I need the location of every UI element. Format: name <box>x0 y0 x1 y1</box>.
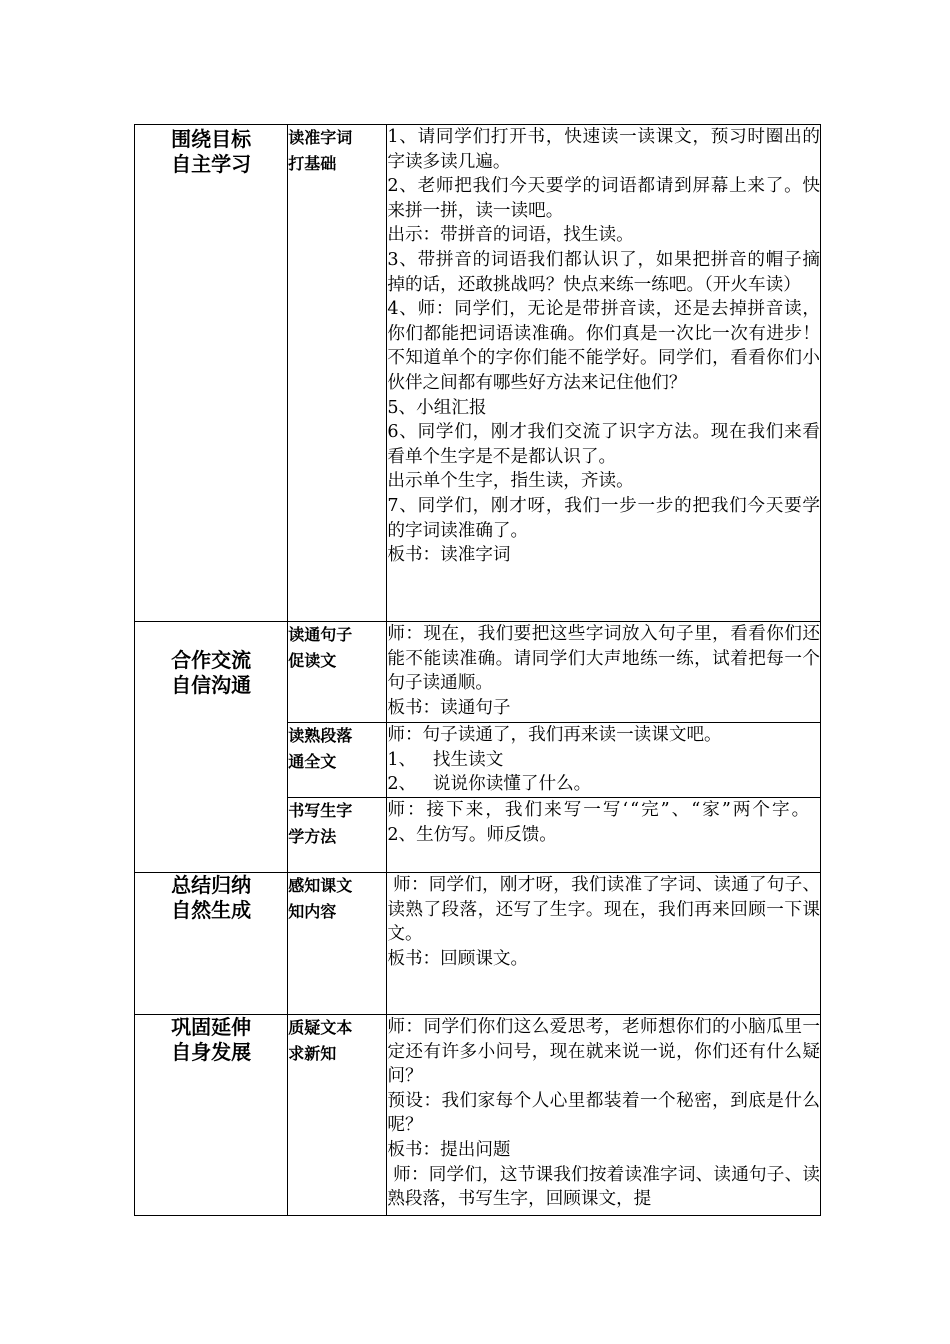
content-paragraph: 5、小组汇报 <box>387 397 487 418</box>
content-paragraph: 3、带拼音的词语我们都认识了，如果把拼音的帽子摘掉的话，还敢挑战吗？快点来练一练吧。（开火车读） <box>387 249 820 295</box>
content-cell <box>387 723 821 798</box>
content-paragraph: 板书：读准字词 <box>387 545 511 566</box>
step-cell <box>288 873 387 1015</box>
table-row <box>135 1015 821 1216</box>
step-cell <box>288 723 387 798</box>
content-paragraph: 预设：我们家每个人心里都装着一个秘密，到底是什么呢？ <box>387 1090 820 1136</box>
step-title-line: 质疑文本 <box>288 1018 353 1037</box>
phase-title-line: 自身发展 <box>171 1040 252 1064</box>
step-title-line: 读熟段落 <box>288 726 353 745</box>
phase-cell <box>135 622 288 873</box>
content-paragraph: 出示：带拼音的词语，找生读。 <box>387 225 634 246</box>
phase-title-line: 自然生成 <box>171 898 252 922</box>
phase-cell <box>135 125 288 622</box>
step-title-line: 求新知 <box>288 1044 337 1063</box>
content-paragraph: 师：现在，我们要把这些字词放入句子里，看看你们还能不能读准确。请同学们大声地练一练，试着把每一个句子读通顺。 <box>387 624 820 694</box>
content-cell <box>387 798 821 873</box>
content-paragraph: 师：同学们，刚才呀，我们读准了字词、读通了句子、读熟了段落，还写了生字。现在，我们再来回顾一下课文。 <box>387 875 820 945</box>
step-title-line: 通全文 <box>288 752 337 771</box>
content-paragraph: 师：接下来，我们来写一写‘“完”、“家”两个字。 <box>387 800 812 820</box>
step-cell <box>288 1015 387 1216</box>
phase-cell <box>135 1015 288 1216</box>
phase-title-line: 合作交流 <box>171 648 252 672</box>
step-title-line: 促读文 <box>288 651 337 670</box>
content-paragraph: 4、师：同学们，无论是带拼音读，还是去掉拼音读，你们都能把词语读准确。你们真是一次比一次有进步！不知道单个的字你们能不能学好。同学们，看看你们小伙伴之间都有哪些好方法来记住他们？ <box>387 299 820 393</box>
step-title-line: 读通句子 <box>288 625 353 644</box>
content-paragraph: 师：同学们，这节课我们按着读准字词、读通句子、读熟段落，书写生字，回顾课文，提 <box>387 1164 820 1210</box>
content-paragraph: 板书：读通句子 <box>387 697 511 718</box>
phase-title-line: 围绕目标 <box>171 127 252 151</box>
table-row <box>135 873 821 1015</box>
phase-title-line: 自信沟通 <box>171 673 252 697</box>
content-cell <box>387 125 821 622</box>
step-title-line: 打基础 <box>288 154 337 173</box>
phase-title-line: 自主学习 <box>171 152 252 176</box>
content-paragraph: 2、 说说你读懂了什么。 <box>387 774 592 795</box>
content-paragraph: 1、请同学们打开书，快速读一读课文，预习时圈出的字读多读几遍。 <box>387 127 820 172</box>
phase-title-line: 总结归纳 <box>171 873 252 897</box>
table-row <box>135 622 821 723</box>
step-title-line: 知内容 <box>288 902 337 921</box>
step-title-line: 书写生字 <box>288 801 353 820</box>
content-paragraph: 板书：回顾课文。 <box>387 948 529 969</box>
content-paragraph: 6、同学们，刚才我们交流了识字方法。现在我们来看看单个生字是不是都认识了。 <box>387 422 820 467</box>
content-paragraph: 师：句子读通了，我们再来读一读课文吧。 <box>387 725 722 745</box>
phase-title-line: 巩固延伸 <box>171 1015 252 1039</box>
step-cell <box>288 798 387 873</box>
content-paragraph: 板书：提出问题 <box>387 1139 511 1160</box>
step-cell <box>288 622 387 723</box>
content-cell <box>387 873 821 1015</box>
content-paragraph: 7、同学们，刚才呀，我们一步一步的把我们今天要学的字词读准确了。 <box>387 495 820 541</box>
content-paragraph: 1、 找生读文 <box>387 749 504 770</box>
content-paragraph: 师：同学们你们这么爱思考，老师想你们的小脑瓜里一定还有许多小问号，现在就来说一说，你们还有什么疑问？ <box>387 1017 820 1087</box>
step-title-line: 读准字词 <box>288 128 353 147</box>
content-cell <box>387 1015 821 1216</box>
lesson-plan-table <box>134 124 821 1216</box>
phase-cell <box>135 873 288 1015</box>
step-cell <box>288 125 387 622</box>
content-paragraph: 2、生仿写。师反馈。 <box>387 824 557 845</box>
step-title-line: 感知课文 <box>288 876 353 895</box>
content-cell <box>387 622 821 723</box>
content-paragraph: 出示单个生字，指生读，齐读。 <box>387 471 634 492</box>
step-title-line: 学方法 <box>288 827 337 846</box>
table-row <box>135 125 821 622</box>
content-paragraph: 2、老师把我们今天要学的词语都请到屏幕上来了。快来拼一拼，读一读吧。 <box>387 176 820 221</box>
